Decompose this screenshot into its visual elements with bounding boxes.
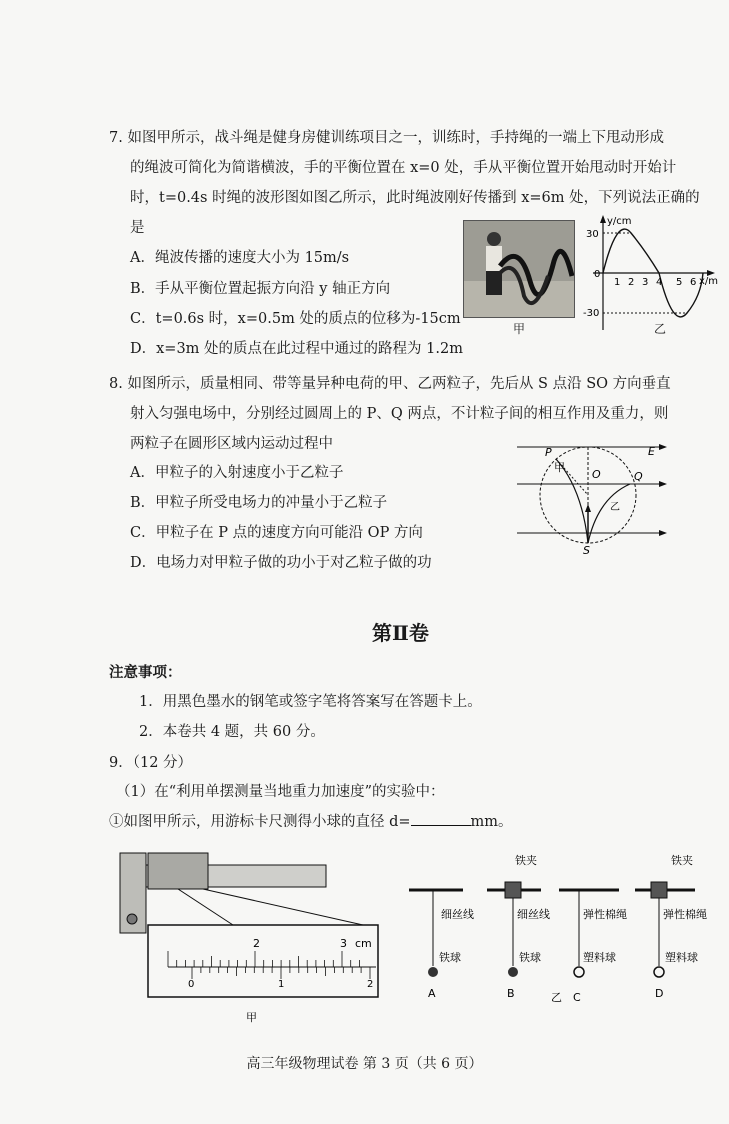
wave-graph <box>583 212 723 337</box>
bob-a <box>428 967 438 977</box>
x-tick-5: 5 <box>676 277 683 288</box>
vernier-tick-1: 1 <box>278 979 285 990</box>
top-label-b: 铁夹 <box>515 854 537 867</box>
bob-label-d: 塑料球 <box>665 951 698 964</box>
label-jia: 甲 <box>554 461 565 474</box>
q7-line-3: 时，t=0.4s 时绳的波形图如图乙所示，此时绳波刚好传播到 x=6m 处，下列说法正确的 <box>130 190 700 206</box>
origin: 0 <box>594 269 601 280</box>
main-tick-2: 2 <box>253 937 260 950</box>
letter-d: D <box>655 987 664 1000</box>
label-q: Q <box>634 470 643 483</box>
q7-option-d: D．x=3m 处的质点在此过程中通过的路程为 1.2m <box>130 341 463 357</box>
y-axis-arrow <box>600 215 606 223</box>
bob-c <box>574 967 584 977</box>
letter-b: B <box>507 987 515 1000</box>
q7-option-c: C．t=0.6s 时，x=0.5m 处的质点的位移为-15cm <box>130 311 461 327</box>
note-1: 1．用黑色墨水的钢笔或签字笔将答案写在答题卡上。 <box>139 694 482 710</box>
x-tick-3: 3 <box>642 277 649 288</box>
bob-label-a: 铁球 <box>439 951 461 964</box>
label-s: S <box>583 544 590 556</box>
x-unit: x/m <box>699 276 719 287</box>
string-label-a: 细丝线 <box>441 908 474 921</box>
x-tick-6: 6 <box>690 277 697 288</box>
page-footer: 高三年级物理试卷 第 3 页（共 6 页） <box>246 1056 483 1072</box>
zoom-line-2 <box>203 889 363 925</box>
x-tick-4: 4 <box>656 277 663 288</box>
fig-jia-label: 甲 <box>513 322 526 336</box>
q8-line-3: 两粒子在圆形区域内运动过程中 <box>130 436 333 452</box>
q7-line-4: 是 <box>130 220 145 236</box>
main-tick-3: 3 <box>340 937 347 950</box>
q8-option-c: C．甲粒子在 P 点的速度方向可能沿 OP 方向 <box>130 525 423 541</box>
y-bottom: -30 <box>583 308 600 319</box>
label-o: O <box>592 468 601 481</box>
bob-b <box>508 967 518 977</box>
q8-line-2: 射入匀强电场中，分别经过圆周上的 P、Q 两点，不计粒子间的相互作用及重力，则 <box>130 406 669 422</box>
main-unit: cm <box>355 937 372 950</box>
pendulum-label: 乙 <box>551 991 562 1004</box>
label-yi: 乙 <box>610 502 620 513</box>
q9-head: 9．（12 分） <box>109 755 193 771</box>
vernier-tick-0: 0 <box>188 979 195 990</box>
string-label-d: 弹性棉绳 <box>663 908 707 921</box>
q8-option-a: A．甲粒子的入射速度小于乙粒子 <box>130 465 344 481</box>
string-label-b: 细丝线 <box>517 908 550 921</box>
q9-item1-unit: mm。 <box>470 814 513 830</box>
q7-option-b: B．手从平衡位置起振方向沿 y 轴正方向 <box>130 281 391 297</box>
x-tick-1: 1 <box>614 277 621 288</box>
caliper-label: 甲 <box>246 1011 257 1024</box>
electric-field-figure <box>512 438 672 556</box>
note-2: 2．本卷共 4 题，共 60 分。 <box>139 724 325 740</box>
vernier-tick-2: 2 <box>367 979 374 990</box>
vernier-caliper-figure <box>108 845 393 1025</box>
clamp-d <box>651 882 667 898</box>
clamp-b <box>505 882 521 898</box>
battle-rope-photo <box>463 220 575 318</box>
path-yi <box>588 484 630 543</box>
bob-d <box>654 967 664 977</box>
string-label-c: 弹性棉绳 <box>583 908 627 921</box>
bob-label-b: 铁球 <box>519 951 541 964</box>
q7-line-2: 的绳波可简化为简谐横波，手的平衡位置在 x=0 处，手从平衡位置开始甩动时开始计 <box>130 160 677 176</box>
pendulum-figure <box>405 848 725 1008</box>
section-title: 第Ⅱ卷 <box>372 621 429 645</box>
label-e: E <box>648 445 655 458</box>
y-top: 30 <box>586 229 599 240</box>
bob-label-c: 塑料球 <box>583 951 616 964</box>
q7-line-1: 7. 如图甲所示，战斗绳是健身房健训练项目之一，训练时，手持绳的一端上下甩动形成 <box>109 130 664 146</box>
q9-sub1: （1）在“利用单摆测量当地重力加速度”的实验中： <box>116 784 445 800</box>
y-unit: y/cm <box>607 216 632 227</box>
letter-c: C <box>573 991 581 1004</box>
caliper-slider <box>148 853 208 889</box>
x-tick-2: 2 <box>628 277 635 288</box>
q8-option-d: D．电场力对甲粒子做的功小于对乙粒子做的功 <box>130 555 432 571</box>
q7-option-a: A．绳波传播的速度大小为 15m/s <box>130 250 350 266</box>
q9-item1 <box>109 810 513 831</box>
zoom-box <box>148 925 378 997</box>
q8-option-b: B．甲粒子所受电场力的冲量小于乙粒子 <box>130 495 388 511</box>
answer-blank[interactable] <box>411 825 471 826</box>
label-p: P <box>545 446 552 459</box>
q9-item1-text: ①如图甲所示，用游标卡尺测得小球的直径 d= <box>109 814 411 830</box>
q8-line-1: 8. 如图所示，质量相同、带等量异种电荷的甲、乙两粒子，先后从 S 点沿 SO 方向垂直 <box>109 376 671 392</box>
fig-yi-label: 乙 <box>654 322 667 336</box>
notes-heading: 注意事项： <box>109 664 182 681</box>
top-label-d: 铁夹 <box>671 854 693 867</box>
letter-a: A <box>428 987 436 1000</box>
